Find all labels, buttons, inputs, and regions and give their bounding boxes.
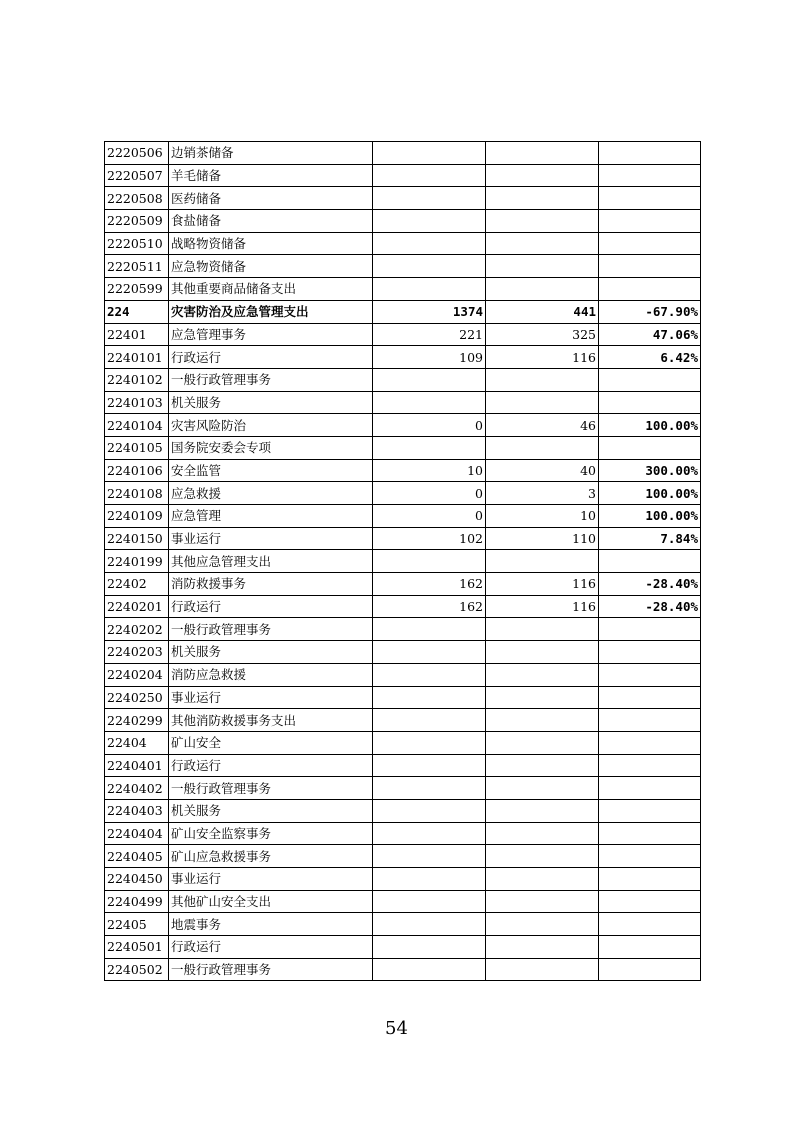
row-current-value-cell [486,754,599,777]
row-name-cell: 应急救援 [169,482,373,505]
row-prior-value-cell [373,550,486,573]
row-current-value-cell [486,641,599,664]
row-change-percent-cell [599,686,701,709]
table-row [105,913,701,936]
row-current-value-cell [486,232,599,255]
row-current-value-cell [486,709,599,732]
row-prior-value-cell [373,913,486,936]
row-code-cell: 2240502 [105,958,169,981]
row-change-percent-cell [599,913,701,936]
row-change-percent-cell [599,845,701,868]
row-prior-value-cell: 0 [373,414,486,437]
row-change-percent-cell [599,255,701,278]
row-code-cell: 2220599 [105,278,169,301]
row-change-percent-cell [599,754,701,777]
row-prior-value-cell [373,845,486,868]
table-row [105,799,701,822]
row-prior-value-cell: 221 [373,323,486,346]
row-prior-value-cell [373,709,486,732]
row-current-value-cell: 3 [486,482,599,505]
row-prior-value-cell: 0 [373,482,486,505]
row-current-value-cell [486,845,599,868]
table-row [105,482,701,505]
row-change-percent-cell: -28.40% [599,573,701,596]
table-row [105,323,701,346]
table-row [105,164,701,187]
row-prior-value-cell [373,868,486,891]
row-change-percent-cell: 6.42% [599,346,701,369]
row-prior-value-cell: 102 [373,527,486,550]
row-name-cell: 事业运行 [169,527,373,550]
table-row [105,505,701,528]
row-prior-value-cell [373,936,486,959]
row-code-cell: 2240105 [105,436,169,459]
row-prior-value-cell [373,210,486,233]
row-name-cell: 国务院安委会专项 [169,436,373,459]
row-prior-value-cell [373,754,486,777]
table-row [105,958,701,981]
row-change-percent-cell [599,436,701,459]
row-change-percent-cell: -28.40% [599,595,701,618]
table-row [105,459,701,482]
row-name-cell: 矿山安全监察事务 [169,822,373,845]
row-current-value-cell: 116 [486,573,599,596]
row-name-cell: 行政运行 [169,754,373,777]
table-row [105,391,701,414]
row-name-cell: 地震事务 [169,913,373,936]
row-code-cell: 2240501 [105,936,169,959]
row-current-value-cell [486,164,599,187]
table-row [105,641,701,664]
row-code-cell: 2240109 [105,505,169,528]
table-row [105,754,701,777]
row-change-percent-cell [599,777,701,800]
row-current-value-cell [486,913,599,936]
row-code-cell: 2240108 [105,482,169,505]
row-current-value-cell [486,777,599,800]
row-name-cell: 事业运行 [169,868,373,891]
row-current-value-cell [486,936,599,959]
row-name-cell: 消防应急救援 [169,663,373,686]
row-current-value-cell: 441 [486,300,599,323]
table-row [105,595,701,618]
table-row [105,663,701,686]
row-code-cell: 2240201 [105,595,169,618]
row-name-cell: 机关服务 [169,799,373,822]
row-current-value-cell [486,890,599,913]
row-code-cell: 2240103 [105,391,169,414]
row-code-cell: 22401 [105,323,169,346]
row-current-value-cell [486,142,599,165]
page-number: 54 [385,1018,408,1039]
table-row [105,300,701,323]
row-change-percent-cell [599,709,701,732]
row-code-cell: 2220511 [105,255,169,278]
row-change-percent-cell: 47.06% [599,323,701,346]
row-name-cell: 矿山应急救援事务 [169,845,373,868]
row-name-cell: 医药储备 [169,187,373,210]
row-change-percent-cell [599,890,701,913]
row-code-cell: 22402 [105,573,169,596]
row-prior-value-cell [373,731,486,754]
row-name-cell: 行政运行 [169,346,373,369]
table-row [105,731,701,754]
row-name-cell: 安全监管 [169,459,373,482]
row-change-percent-cell [599,958,701,981]
row-change-percent-cell [599,368,701,391]
row-code-cell: 2220507 [105,164,169,187]
row-prior-value-cell [373,164,486,187]
table-row [105,550,701,573]
row-change-percent-cell: -67.90% [599,300,701,323]
row-change-percent-cell: 100.00% [599,414,701,437]
row-change-percent-cell [599,550,701,573]
row-code-cell: 22405 [105,913,169,936]
row-name-cell: 其他消防救援事务支出 [169,709,373,732]
row-name-cell: 一般行政管理事务 [169,958,373,981]
table-row [105,868,701,891]
row-change-percent-cell: 300.00% [599,459,701,482]
table-row [105,890,701,913]
row-current-value-cell [486,550,599,573]
row-prior-value-cell [373,278,486,301]
row-name-cell: 行政运行 [169,936,373,959]
row-code-cell: 22404 [105,731,169,754]
row-code-cell: 2240101 [105,346,169,369]
row-name-cell: 战略物资储备 [169,232,373,255]
row-code-cell: 2240403 [105,799,169,822]
row-current-value-cell [486,618,599,641]
row-change-percent-cell [599,278,701,301]
row-prior-value-cell: 162 [373,573,486,596]
row-code-cell: 2240199 [105,550,169,573]
row-current-value-cell: 110 [486,527,599,550]
row-name-cell: 灾害防治及应急管理支出 [169,300,373,323]
row-name-cell: 一般行政管理事务 [169,777,373,800]
row-change-percent-cell: 100.00% [599,482,701,505]
row-prior-value-cell: 1374 [373,300,486,323]
row-code-cell: 2240204 [105,663,169,686]
row-name-cell: 机关服务 [169,641,373,664]
row-name-cell: 应急管理事务 [169,323,373,346]
row-change-percent-cell [599,641,701,664]
table-row [105,777,701,800]
table-row [105,527,701,550]
row-name-cell: 一般行政管理事务 [169,618,373,641]
table-row [105,210,701,233]
row-prior-value-cell [373,391,486,414]
table-row [105,278,701,301]
row-code-cell: 2240402 [105,777,169,800]
row-change-percent-cell: 7.84% [599,527,701,550]
row-current-value-cell: 40 [486,459,599,482]
row-current-value-cell [486,210,599,233]
row-code-cell: 2220506 [105,142,169,165]
row-prior-value-cell [373,368,486,391]
row-prior-value-cell: 10 [373,459,486,482]
table-row [105,573,701,596]
row-current-value-cell [486,822,599,845]
row-code-cell: 2240102 [105,368,169,391]
row-code-cell: 224 [105,300,169,323]
row-name-cell: 羊毛储备 [169,164,373,187]
row-prior-value-cell [373,958,486,981]
budget-table [104,141,701,981]
row-prior-value-cell [373,663,486,686]
row-prior-value-cell [373,255,486,278]
row-change-percent-cell [599,232,701,255]
row-name-cell: 行政运行 [169,595,373,618]
table-row [105,686,701,709]
row-code-cell: 2240150 [105,527,169,550]
row-current-value-cell: 116 [486,346,599,369]
row-code-cell: 2240450 [105,868,169,891]
row-name-cell: 机关服务 [169,391,373,414]
table-row [105,346,701,369]
row-change-percent-cell [599,663,701,686]
row-change-percent-cell [599,210,701,233]
row-change-percent-cell [599,142,701,165]
table-row [105,822,701,845]
row-code-cell: 2220510 [105,232,169,255]
row-prior-value-cell [373,618,486,641]
row-change-percent-cell [599,936,701,959]
table-row [105,436,701,459]
row-current-value-cell [486,436,599,459]
row-name-cell: 食盐储备 [169,210,373,233]
row-current-value-cell: 325 [486,323,599,346]
row-change-percent-cell [599,731,701,754]
row-name-cell: 消防救援事务 [169,573,373,596]
row-change-percent-cell [599,391,701,414]
row-prior-value-cell [373,890,486,913]
row-name-cell: 其他重要商品储备支出 [169,278,373,301]
row-code-cell: 2240299 [105,709,169,732]
row-name-cell: 其他应急管理支出 [169,550,373,573]
row-prior-value-cell [373,142,486,165]
table-row [105,709,701,732]
row-name-cell: 事业运行 [169,686,373,709]
table-row [105,255,701,278]
table-row [105,232,701,255]
row-change-percent-cell [599,799,701,822]
row-prior-value-cell [373,187,486,210]
row-current-value-cell: 116 [486,595,599,618]
row-code-cell: 2240405 [105,845,169,868]
row-current-value-cell [486,391,599,414]
row-prior-value-cell [373,777,486,800]
table-row [105,618,701,641]
budget-table-body [105,142,701,981]
row-current-value-cell [486,663,599,686]
row-prior-value-cell [373,232,486,255]
row-code-cell: 2240250 [105,686,169,709]
row-name-cell: 边销茶储备 [169,142,373,165]
row-change-percent-cell [599,164,701,187]
table-row [105,187,701,210]
row-change-percent-cell [599,187,701,210]
row-code-cell: 2240106 [105,459,169,482]
row-prior-value-cell: 0 [373,505,486,528]
row-name-cell: 应急物资储备 [169,255,373,278]
table-row [105,414,701,437]
table-row [105,142,701,165]
row-code-cell: 2240499 [105,890,169,913]
table-row [105,936,701,959]
row-prior-value-cell: 109 [373,346,486,369]
row-prior-value-cell [373,686,486,709]
row-current-value-cell: 10 [486,505,599,528]
row-name-cell: 灾害风险防治 [169,414,373,437]
row-current-value-cell [486,799,599,822]
table-row [105,368,701,391]
row-current-value-cell: 46 [486,414,599,437]
row-current-value-cell [486,187,599,210]
row-code-cell: 2220509 [105,210,169,233]
row-current-value-cell [486,731,599,754]
row-current-value-cell [486,958,599,981]
row-prior-value-cell: 162 [373,595,486,618]
row-current-value-cell [486,368,599,391]
row-code-cell: 2220508 [105,187,169,210]
row-change-percent-cell [599,618,701,641]
row-code-cell: 2240404 [105,822,169,845]
row-name-cell: 其他矿山安全支出 [169,890,373,913]
row-name-cell: 矿山安全 [169,731,373,754]
row-current-value-cell [486,868,599,891]
row-current-value-cell [486,255,599,278]
row-prior-value-cell [373,799,486,822]
row-change-percent-cell [599,868,701,891]
row-prior-value-cell [373,641,486,664]
row-prior-value-cell [373,436,486,459]
row-current-value-cell [486,278,599,301]
row-change-percent-cell [599,822,701,845]
row-name-cell: 一般行政管理事务 [169,368,373,391]
row-code-cell: 2240202 [105,618,169,641]
row-code-cell: 2240203 [105,641,169,664]
table-row [105,845,701,868]
row-prior-value-cell [373,822,486,845]
row-code-cell: 2240104 [105,414,169,437]
row-current-value-cell [486,686,599,709]
row-name-cell: 应急管理 [169,505,373,528]
row-code-cell: 2240401 [105,754,169,777]
row-change-percent-cell: 100.00% [599,505,701,528]
